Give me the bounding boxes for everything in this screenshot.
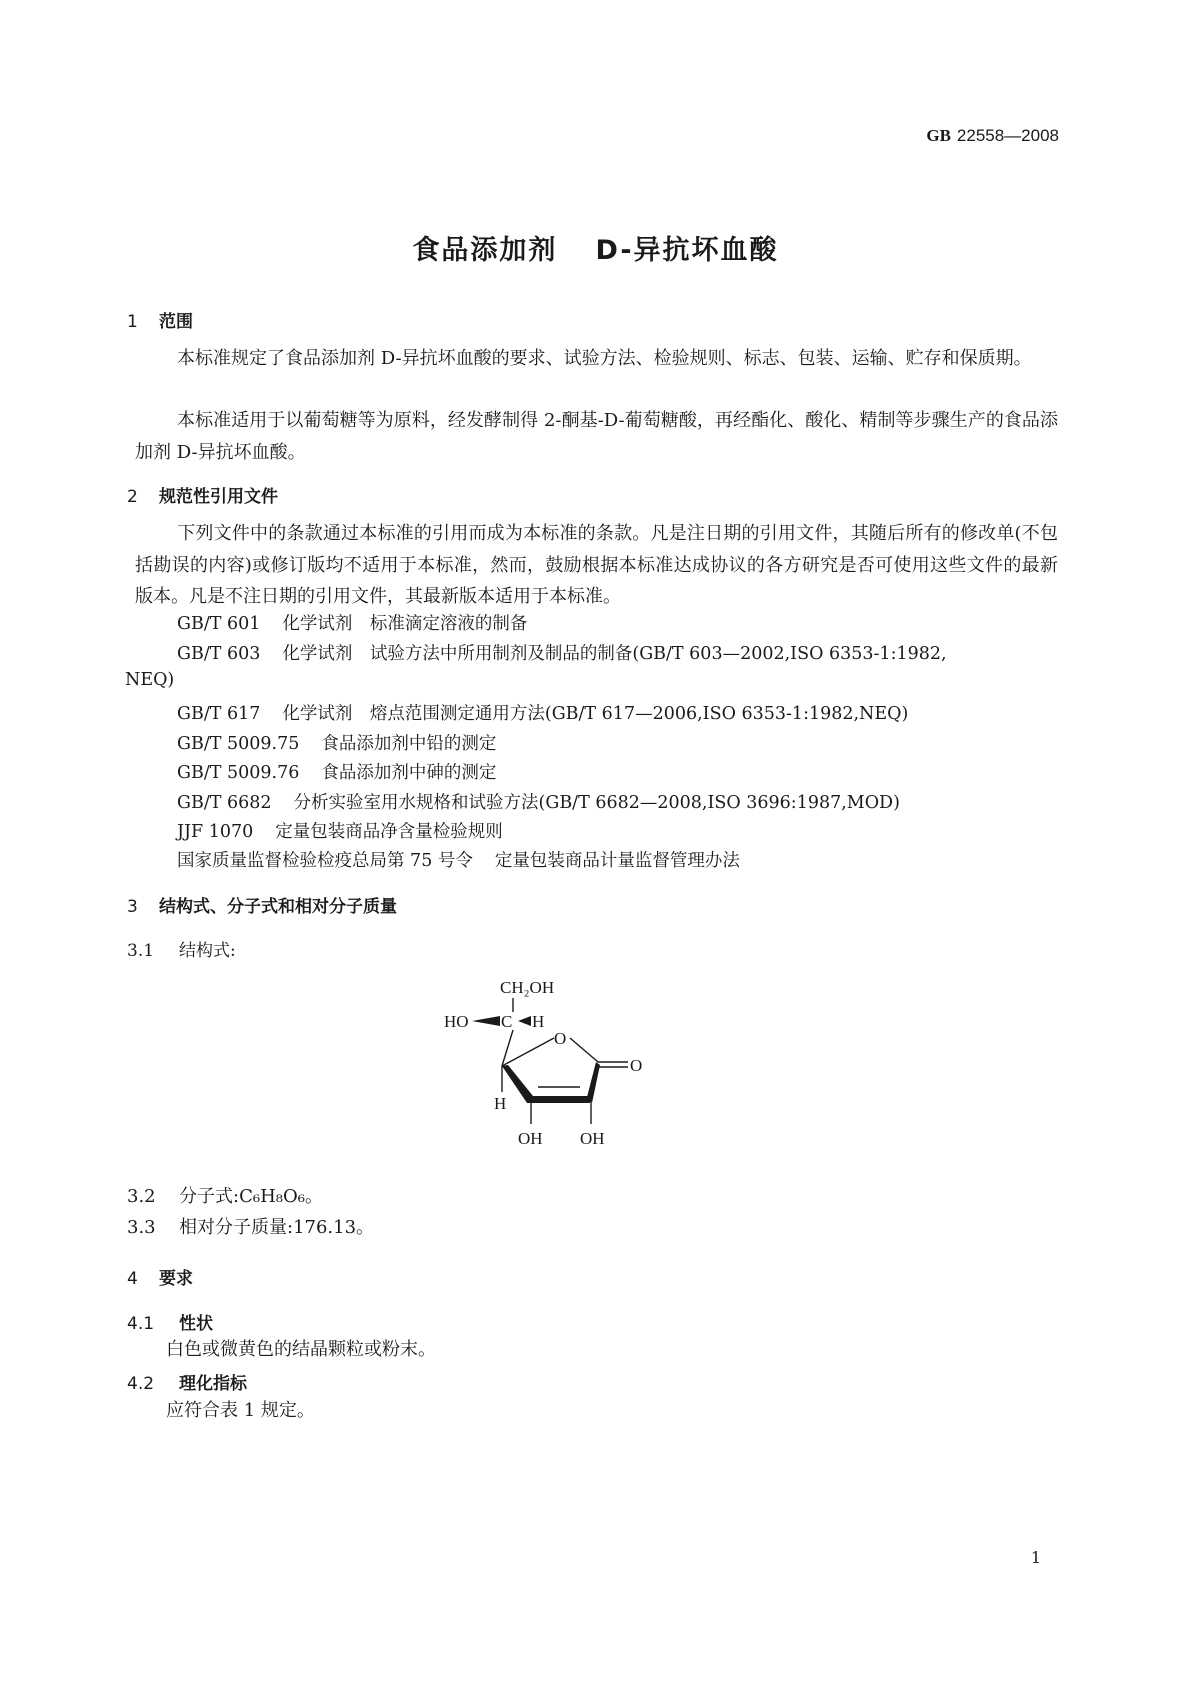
oh-label-1: OH [518, 1129, 543, 1148]
standard-code [926, 126, 1059, 146]
reference-item: GB/T 5009.75 食品添加剂中铅的测定 [177, 734, 497, 754]
section-number: 4 [127, 1269, 138, 1289]
title-part-1: 食品添加剂 [412, 235, 558, 266]
subsection-3-1: 3.1 结构式: [127, 941, 236, 961]
section-number: 3 [127, 897, 138, 917]
ring-oxygen-label: O [554, 1029, 567, 1048]
reference-item-continuation: NEQ) [125, 670, 175, 690]
subsection-4-1-heading: 4.1 性状 [127, 1314, 213, 1334]
section-1-heading [127, 307, 193, 332]
subsection-4-2-text: 应符合表 1 规定。 [166, 1400, 315, 1421]
document-title [0, 228, 1191, 267]
section-number: 2 [127, 487, 138, 507]
bold-bond [527, 1096, 590, 1103]
carbonyl-oxygen-label: O [630, 1056, 643, 1075]
reference-item: GB/T 617 化学试剂 熔点范围测定通用方法(GB/T 617—2006,ISO 6353-1:1982,NEQ) [177, 704, 909, 724]
oh-label-2: OH [580, 1129, 605, 1148]
standard-number: 22558—2008 [956, 126, 1059, 145]
h-right-label: H [532, 1012, 545, 1031]
reference-item: GB/T 6682 分析实验室用水规格和试验方法(GB/T 6682—2008,ISO 3696:1987,MOD) [177, 793, 900, 813]
section-1-paragraph-1: 本标准规定了食品添加剂 D-异抗坏血酸的要求、试验方法、检验规则、标志、包装、运输、贮存和保质期。 [177, 348, 1032, 369]
reference-item: GB/T 601 化学试剂 标准滴定溶液的制备 [177, 614, 528, 634]
chiral-carbon-label: C [501, 1012, 513, 1031]
h-left-label: H [494, 1094, 507, 1113]
reference-item: JJF 1070 定量包装商品净含量检验规则 [177, 822, 503, 842]
section-2-intro: 下列文件中的条款通过本标准的引用而成为本标准的条款。凡是注日期的引用文件，其随后所有的修改单(不包括勘误的内容)或修订版均不适用于本标准，然而，鼓励根据本标准达成协议的各方研究是否可使用这些文件的最新版本。凡是不注日期的引用文件，其最新版本适用于本标准。 [135, 523, 1058, 607]
ch2oh-label: CH₂OH [500, 978, 555, 997]
ho-label: HO [444, 1012, 469, 1031]
section-2-heading [127, 482, 278, 507]
subsection-4-1-text: 白色或微黄色的结晶颗粒或粉末。 [166, 1339, 436, 1360]
subsection-3-3: 3.3 相对分子质量:176.13。 [127, 1217, 375, 1238]
section-title: 规范性引用文件 [159, 487, 278, 507]
section-title: 要求 [159, 1269, 193, 1289]
section-1-paragraph-2: 本标准适用于以葡萄糖等为原料，经发酵制得 2-酮基-D-葡萄糖酸，再经酯化、酸化、精制等步骤生产的食品添加剂 D-异抗坏血酸。 [135, 410, 1058, 463]
bold-bond [586, 1062, 600, 1103]
subsection-4-2-heading: 4.2 理化指标 [127, 1374, 247, 1394]
section-title: 结构式、分子式和相对分子质量 [159, 897, 397, 917]
section-number: 1 [127, 312, 138, 332]
wedge-bond [472, 1016, 500, 1026]
section-4-heading [127, 1264, 193, 1289]
structural-formula [430, 972, 670, 1162]
reference-item: GB/T 5009.76 食品添加剂中砷的测定 [177, 763, 497, 783]
section-title: 范围 [159, 312, 193, 332]
reference-item: GB/T 603 化学试剂 试验方法中所用制剂及制品的制备(GB/T 603—2002,ISO 6353-1:1982, [177, 644, 947, 664]
molecular-formula: C₆H₈O₆。 [239, 1186, 323, 1207]
page-number: 1 [1030, 1548, 1041, 1567]
standard-prefix: GB [926, 126, 951, 145]
bond-line [570, 1038, 598, 1062]
molecular-weight: 176.13。 [293, 1217, 375, 1238]
section-3-heading [127, 892, 397, 917]
wedge-bond [518, 1016, 531, 1026]
title-part-2: D-异抗坏血酸 [595, 235, 779, 266]
reference-item: 国家质量监督检验检疫总局第 75 号令 定量包装商品计量监督管理办法 [177, 851, 740, 871]
subsection-3-2: 3.2 分子式:C₆H₈O₆。 [127, 1186, 323, 1207]
